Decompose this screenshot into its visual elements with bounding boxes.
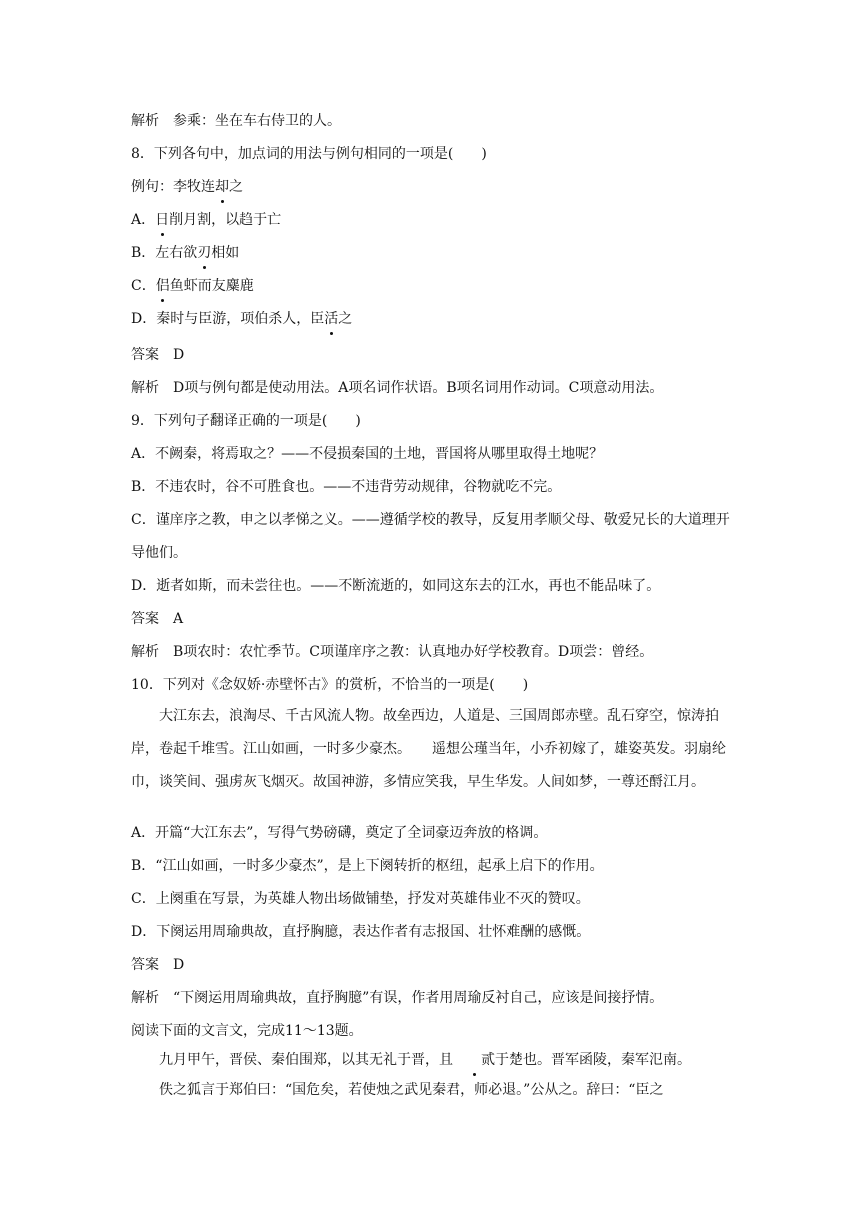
answer-label: 答案	[131, 957, 159, 973]
q10-analysis	[131, 988, 733, 1008]
dotted-word: 活	[324, 311, 339, 327]
option-suffix: 鱼虾而友麋鹿	[169, 278, 254, 294]
analysis-label: 解析	[131, 990, 159, 1006]
q8-stem: 8．下列各句中，加点词的用法与例句相同的一项是( )	[131, 146, 487, 162]
example-prefix: 例句：李牧连	[131, 179, 215, 195]
q9-answer	[131, 609, 733, 629]
analysis-text: D项与例句都是使动用法。A项名词作状语。B项名词用作动词。C项意动用法。	[173, 380, 664, 396]
q9-option-d: D．逝者如斯，而未尝往也。——不断流逝的，如同这东去的江水，再也不能品味了。	[131, 578, 661, 594]
dotted-word: 贰	[453, 1050, 495, 1070]
answer-value: D	[173, 347, 185, 363]
answer-label: 答案	[131, 347, 159, 363]
option-prefix: A．	[131, 212, 156, 228]
q10-option-c: C．上阕重在写景，为英雄人物出场做铺垫，抒发对英雄伟业不灭的赞叹。	[131, 891, 590, 907]
q8-analysis	[131, 378, 733, 398]
dotted-word: 却	[215, 179, 229, 195]
option-suffix: 之	[338, 311, 353, 327]
q10-stem: 10．下列对《念奴娇·赤壁怀古》的赏析，不恰当的一项是( )	[131, 677, 529, 693]
dotted-word: 刃	[197, 245, 212, 261]
dotted-word: 日	[155, 212, 170, 228]
dotted-word: 侣	[155, 278, 170, 294]
analysis-label: 解析	[131, 113, 159, 129]
q8-answer	[131, 345, 733, 365]
analysis-text: “下阕运用周瑜典故，直抒胸臆”有误，作者用周瑜反衬自己，应该是间接抒情。	[173, 990, 664, 1006]
answer-label: 答案	[131, 611, 159, 627]
q8-option-d	[131, 309, 733, 329]
paragraph-suffix: 于楚也。晋军函陵，秦军氾南。	[495, 1052, 691, 1068]
q9-stem: 9．下列句子翻译正确的一项是( )	[131, 413, 361, 429]
passage-paragraph-1	[131, 1050, 733, 1070]
example-suffix: 之	[229, 179, 243, 195]
q8-option-c	[131, 276, 733, 296]
q10-option-d: D．下阕运用周瑜典故，直抒胸臆，表达作者有志报国、壮怀难酬的感慨。	[131, 924, 591, 940]
answer-value: D	[173, 957, 185, 973]
q10-option-b: B．“江山如画，一时多少豪杰”，是上下阕转折的枢纽，起承上启下的作用。	[131, 858, 604, 874]
q7-analysis	[131, 111, 733, 131]
q9-option-b: B．不违农时，谷不可胜食也。——不违背劳动规律，谷物就吃不完。	[131, 479, 562, 495]
passage-intro: 阅读下面的文言文，完成11～13题。	[131, 1023, 363, 1039]
option-suffix: 削月割，以趋于亡	[169, 212, 282, 228]
paragraph-prefix: 九月甲午，晋侯、秦伯围郑，以其无礼于晋，且	[159, 1052, 453, 1068]
option-prefix: D．秦时与臣游，项伯杀人，臣	[131, 311, 325, 327]
analysis-label: 解析	[131, 380, 159, 396]
q9-option-c: C．谨庠序之教，申之以孝悌之义。——遵循学校的教导，反复用孝顺父母、敬爱兄长的大道理开导他们。	[131, 512, 730, 561]
option-prefix: C．	[131, 278, 156, 294]
answer-value: A	[173, 611, 184, 627]
option-suffix: 相如	[211, 245, 240, 261]
q10-option-a: A．开篇“大江东去”，写得气势磅礴，奠定了全词豪迈奔放的格调。	[131, 825, 548, 841]
q10-answer	[131, 955, 733, 975]
passage-paragraph-2: 佚之狐言于郑伯曰：“国危矣，若使烛之武见秦君，师必退。”公从之。辞曰：“臣之	[159, 1082, 664, 1098]
q8-option-b	[131, 243, 733, 263]
analysis-text: 参乘：坐在车右侍卫的人。	[173, 113, 341, 129]
analysis-text: B项农时：农忙季节。C项谨庠序之教：认真地办好学校教育。D项尝：曾经。	[173, 644, 654, 660]
q10-poem: 大江东去，浪淘尽、千古风流人物。故垒西边，人道是、三国周郎赤壁。乱石穿空，惊涛拍岸，卷起千堆雪。江山如画，一时多少豪杰。 遥想公瑾当年，小乔初嫁了，雄姿英发。羽扇纶巾，谈笑间、强虏灰飞烟灭。故国神游，多情应笑我，早生华发。人间如梦，一尊还酹江月。	[131, 708, 726, 790]
q9-option-a: A．不阙秦，将焉取之？——不侵损秦国的土地，晋国将从哪里取得土地呢？	[131, 446, 604, 462]
q8-example	[131, 177, 733, 197]
option-prefix: B．左右欲	[131, 245, 198, 261]
q8-option-a	[131, 210, 733, 230]
analysis-label: 解析	[131, 644, 159, 660]
q9-analysis	[131, 642, 733, 662]
